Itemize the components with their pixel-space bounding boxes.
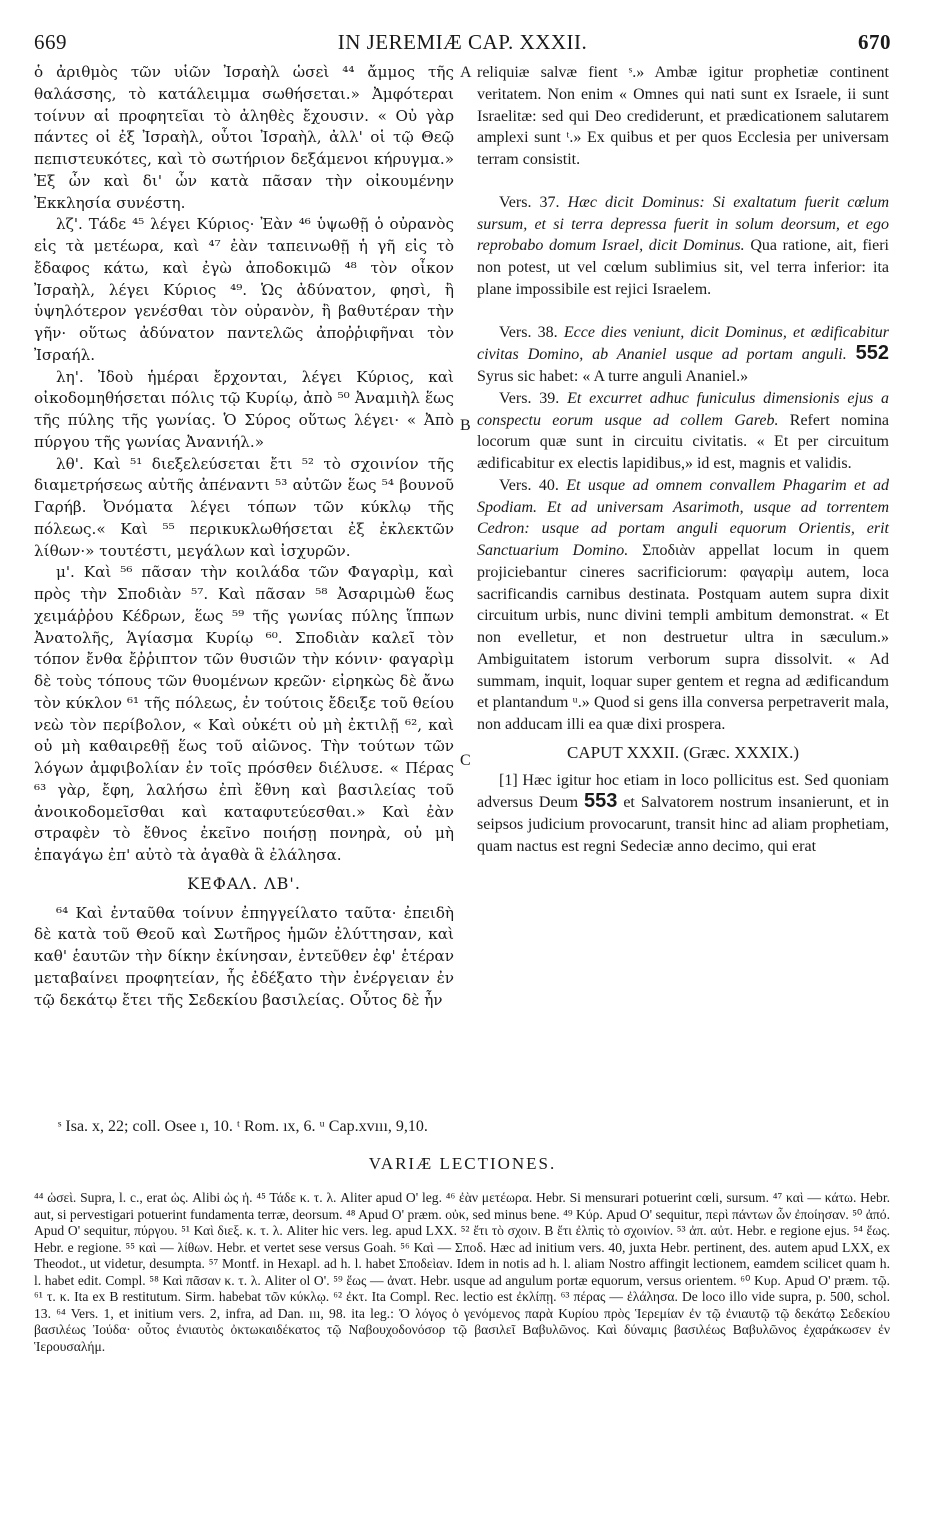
page-number-left: 669 — [34, 30, 67, 54]
column-number: 553 — [584, 790, 618, 813]
variae-lectiones — [34, 1190, 890, 1355]
page-header — [34, 22, 891, 58]
variae-lectiones-heading: VARIÆ LECTIONES. — [368, 1154, 557, 1173]
commentary-text: et Salvatorem nostrum insanierunt, et in seipsos judicium provocarunt, transit hinc ad aliam prophetiam, quam nactus est regni Sedeciæ anno decimo, qui erat — [477, 794, 890, 855]
variae-lectiones-text: ⁴⁴ ὡσεὶ. Supra, l. c., erat ὡς. Alibi ὡς ἡ. ⁴⁵ Τάδε κ. τ. λ. Aliter apud O' leg. ⁴⁶ ἐὰν μετέωρα. Hebr. Si mensurari potuerint cœli, sursum. ⁴⁷ καὶ — κάτω. Hebr. aut, si pervestigari potuerint fundamenta terræ, deorsum. ⁴⁸ Apud O' præm. οὐκ, sed minus bene. ⁴⁹ Κύρ. Apud O' sequitur, περὶ πάντων ὧν ἐποίησαν. ⁵⁰ ἀπό. Apud O' sequitur, πύργου. ⁵¹ Καὶ διεξ. κ. τ. λ. Aliter hic vers. leg. apud LXX. ⁵² ἔτι τὸ σχοιν. B ἔτι ἐλπὶς τὸ σχοινίον. ⁵³ ἀπ. αὐτ. Hebr. e regione ejus. ⁵⁴ ἕως. Hebr. e regione. ⁵⁵ καὶ — λίθων. Hebr. et vertet sese versus Goah. ⁵⁶ Καὶ — Σποδ. Hæc ad initium vers. 40, juxta Hebr. pertinent, des. autem apud LXX, ex Theodot., ut videtur, desumpta. ⁵⁷ Montf. in Hexapl. ad h. l. habet Σποδεὶαν. Idem in notis ad h. l. aliam Nostro affingit lectionem, eamdem scilicet quam h. l. habet edit. Compl. ⁵⁸ Καὶ πᾶσαν κ. τ. λ. Aliter ol O'. ⁵⁹ ἕως — ἀνατ. Hebr. usque ad angulum portæ equorum, versus orientem. ⁶⁰ Κυρ. Apud O' præm. τῷ. ⁶¹ τ. κ. Ita ex B restitutum. Sirm. habebat τῶν κύκλῳ. ⁶² ἐκτ. Ita Compl. Rec. lectio est ἐκλίπῃ. ⁶³ πέρας — ἐλάλησα. De loco illo vide supra, p. 500, schol. 13. ⁶⁴ Vers. 1, et initium vers. 2, infra, ad Dan. ııı, 98. ita leg.: Ὁ λόγος ὁ γενόμενος παρὰ Κυρίου πρὸς Ἱερεμίαν ἐν τῷ ἐνιαυτῷ τῷ δεκάτῳ Σεδεκίου βασιλέως Ἰούδα· οὗτος ἐνιαυτὸς ὀκτωκαιδέκατος τῷ Ναβουχοδονόσορ τῷ βασιλεῖ Βαβυλῶνος. Καὶ δύναμις βασιλέως Βαβυλῶνος ἐχαράκωσεν ἐν Ἱερουσαλήμ. — [34, 1190, 890, 1354]
greek-paragraph-chapter: ⁶⁴ Καὶ ἐνταῦθα τοίνυν ἐπηγγείλατο ταῦτα· ἐπειδὴ δὲ κατὰ τοῦ Θεοῦ καὶ Σωτῆρος ἡμῶν ἐλύττησαν, καὶ καθ' ἑαυτῶν τὴν δίκην ἐκίνησαν, ἐντεῦθεν ἐφ' ἑτέραν μεταβαίνει προφητείαν, ἧς ἐδέξατο τὴν ἐνέργειαν ἐν τῷ δεκάτῳ ἔτει τῆς Σεδεκίου βασιλείας. Οὗτος δὲ ἦν — [34, 903, 454, 1009]
latin-column — [477, 62, 889, 858]
greek-paragraph-verse-37: λζ'. Τάδε ⁴⁵ λέγει Κύριος· Ἐὰν ⁴⁶ ὑψωθῇ ὁ οὐρανὸς εἰς τὰ μετέωρα, καὶ ⁴⁷ ἐὰν ταπεινωθῇ ἡ γῆ εἰς τὸ ἔδαφος κάτω, καὶ ἐγὼ ἀποδοκιμῶ ⁴⁸ τὸν οἶκον Ἰσραὴλ, λέγει Κύριος ⁴⁹. Ὡς ἀδύνατον, φησὶ, ἢ ὑψηλότερον γενέσθαι τὸν οὐρανὸν, ἢ βαθυτέραν τὴν γῆν· οὕτως ἀδύνατον παντελῶς ἀποῤῥιφῆναι τὸν Ἰσραήλ. — [34, 215, 454, 364]
greek-paragraph-1: ὁ ἀριθμὸς τῶν υἱῶν Ἰσραὴλ ὡσεὶ ⁴⁴ ἄμμος τῆς θαλάσσης, τὸ κατάλειμμα σωθήσεται.» Ἀμφότεραι τοίνυν αἱ προφητεῖαι τὸ ἀληθὲς ἔχουσιν. « Οὐ γὰρ πάντες οἱ ἐξ Ἰσραὴλ, οὗτοι Ἰσραὴλ, ἀλλ' οἱ τῷ Θεῷ πεπιστευκότες, καὶ τὸ σωτήριον δεξάμενοι κήρυγμα.» Ἐξ ὧν καὶ δι' ὧν κατὰ πᾶσαν τὴν οἰκουμένην Ἐκκλησία συνέστη. — [34, 63, 454, 212]
verse-text: Et usque ad omnem convallem Phagarim et ad Spodiam. Et ad universam Asarimoth, usque ad torrentem Cedron: usque ad portam anguli equorum Orientis, erit Sanctuarium Domino. — [477, 476, 889, 559]
latin-paragraph-verse-37 — [477, 192, 889, 301]
latin-paragraph-verse-40 — [477, 475, 889, 736]
verse-text: Et excurret adhuc funiculus dimensionis ejus a conspectu eorum usque ad collem Gareb. — [477, 389, 890, 429]
commentary-text: Qua ratione, ait, fieri non potest, ut vel cœlum sublimius sit, vel terra inferior: ita plane impossibile est rejici Israelem. — [477, 237, 889, 298]
margin-letter-b: B — [460, 417, 471, 434]
verse-label: Vers. 38. — [499, 323, 558, 341]
latin-paragraph-verse-39 — [477, 388, 889, 475]
column-number: 552 — [855, 342, 889, 365]
page-number-right: 670 — [858, 30, 891, 54]
greek-chapter-heading: ΚΕΦΑΛ. ΛΒ'. — [187, 873, 301, 893]
running-title: IN JEREMIÆ CAP. XXXII. — [337, 30, 588, 54]
verse-label: Vers. 40. — [499, 476, 559, 494]
latin-paragraph-verse-38 — [477, 322, 889, 388]
footnotes: ˢ Isa. x, 22; coll. Osee ı, 10. ᵗ Rom. ıx, 6. ᵘ Cap.xvııı, 9,10. — [58, 1118, 428, 1135]
commentary-text: Syrus sic habet: « A turre anguli Ananiel.» — [477, 368, 749, 385]
latin-chapter-heading: CAPUT XXXII. (Græc. XXXIX.) — [567, 742, 799, 762]
verse-text: Hæc dicit Dominus: Si exaltatum fuerit cœlum sursum, et si terra depressa fuerit in solum deorsum, et ego reprobabo domum Israel, dicit Dominus. — [477, 193, 890, 255]
greek-paragraph-verse-38: λη'. Ἰδοὺ ἡμέραι ἔρχονται, λέγει Κύριος, καὶ οἰκοδομηθήσεται πόλις τῷ Κυρίῳ, ἀπὸ ⁵⁰ Ἀναμιὴλ ἕως τῆς πύλης τῆς γωνίας. Ὁ Σύρος οὕτως λέγει· « Ἀπὸ πύργου τῆς γωνίας Ἀνανιήλ.» — [34, 367, 454, 451]
commentary-text: Refert nomina locorum quæ sunt in circuitu civitatis. « Et per circuitum ædificabitur ex electis lapidibus,» id est, magnis et validis. — [477, 411, 890, 472]
verse-text: Ecce dies veniunt, dicit Dominus, et ædificabitur civitas Domino, ab Ananiel usque ad portam anguli. — [477, 323, 889, 364]
commentary-text: [1] Hæc igitur hoc etiam in loco pollicitus est. Sed quoniam adversus Deum — [477, 771, 889, 812]
verse-label: Vers. 39. — [499, 389, 560, 407]
latin-paragraph-1: reliquiæ salvæ fient ˢ.» Ambæ igitur prophetiæ continent veritatem. Non enim « Omnes qui nati sunt ex Israele, ii sunt Israelitæ: sed qui Deo crediderunt, et prædicationem salutarem amplexi sunt ᵗ.» Ex quibus et per quos Ecclesia per universam terram consistit. — [477, 64, 889, 168]
margin-letter-a: A — [460, 64, 472, 81]
latin-paragraph-chapter — [477, 770, 889, 858]
greek-paragraph-verse-40: μ'. Καὶ ⁵⁶ πᾶσαν τὴν κοιλάδα τῶν Φαγαρὶμ, καὶ πρὸς τὴν Σποδιὰν ⁵⁷. Καὶ πᾶσαν ⁵⁸ Ἀσαριμὼθ ἕως χειμάῤῥου Κέδρων, ἕως ⁵⁹ τῆς γωνίας πύλης ἵππων Ἀνατολῆς, Ἁγίασμα Κυρίῳ ⁶⁰. Σποδιὰν καλεῖ τὸν τόπον ἔνθα ἔῤῥιπτον τῶν θυσιῶν τὴν κόνιν· φαγαρὶμ δὲ τοὺς τόπους τῶν θυομένων κρεῶν· εἰρηκὼς δὲ ἄνω τὸν κύκλον ⁶¹ τῆς πόλεως, ἐν τούτοις ἔδειξε τοῦ θείου νεὼ τὸν περίβολον, « Καὶ οὐκέτι οὐ μὴ ἐκτιλῇ ⁶², καὶ οὐ μὴ καθαιρεθῇ ἕως τοῦ αἰῶνος. Τὴν τούτων τῶν λόγων ἀμφιβολίαν ἐν τοῖς πρόσθεν διέλυσε. « Πέρας ⁶³ γὰρ, ἔφη, λαλήσω ἐπὶ ἔθνη καὶ βασιλείας τοῦ ἀνοικοδομεῖσθαι καὶ καταφυτεύεσθαι.» Καὶ ἐὰν στραφὲν τὸ ἔθνος ἐκεῖνο ποιήσῃ πονηρὰ, οὐ μὴ ἐπαγάγω ἐπ' αὐτὸ τὰ ἀγαθὰ ἃ ἐλάλησα. — [34, 563, 454, 864]
greek-paragraph-verse-39: λθ'. Καὶ ⁵¹ διεξελεύσεται ἔτι ⁵² τὸ σχοινίον τῆς διαμετρήσεως αὐτῆς ἀπέναντι ⁵³ αὐτῶν ἕως ⁵⁴ βουνοῦ Γαρήβ. Ὀνόματα λέγει τόπων τῶν κύκλῳ τῆς πόλεως.« Καὶ ⁵⁵ περικυκλωθήσεται ἐξ ἐκλεκτῶν λίθων·» τουτέστι, μεγάλων καὶ ἰσχυρῶν. — [34, 454, 454, 560]
margin-letter-c: C — [460, 752, 471, 769]
commentary-text: Σποδιὰν appellat locum in quem projiciebantur cineres sacrificiorum: φαγαρὶμ autem, loca sacrificandis carnibus destinata. Postquam autem supra dixit circuitum urbis, nunc divini templi ambitum demonstrat. « Et non evelletur, et non destruetur ultra in sæculum.» Ambiguitatem istorum verborum supra dissolvit. « Ad summam, inquit, loquar super gentem et regna ad ædificandum et plantandum ᵘ.» Quod si gens illa conversa perpetraverit mala, non adducam illi ea quæ dixi prospera. — [477, 542, 890, 733]
verse-label: Vers. 37. — [499, 193, 560, 211]
greek-column — [34, 62, 454, 1011]
